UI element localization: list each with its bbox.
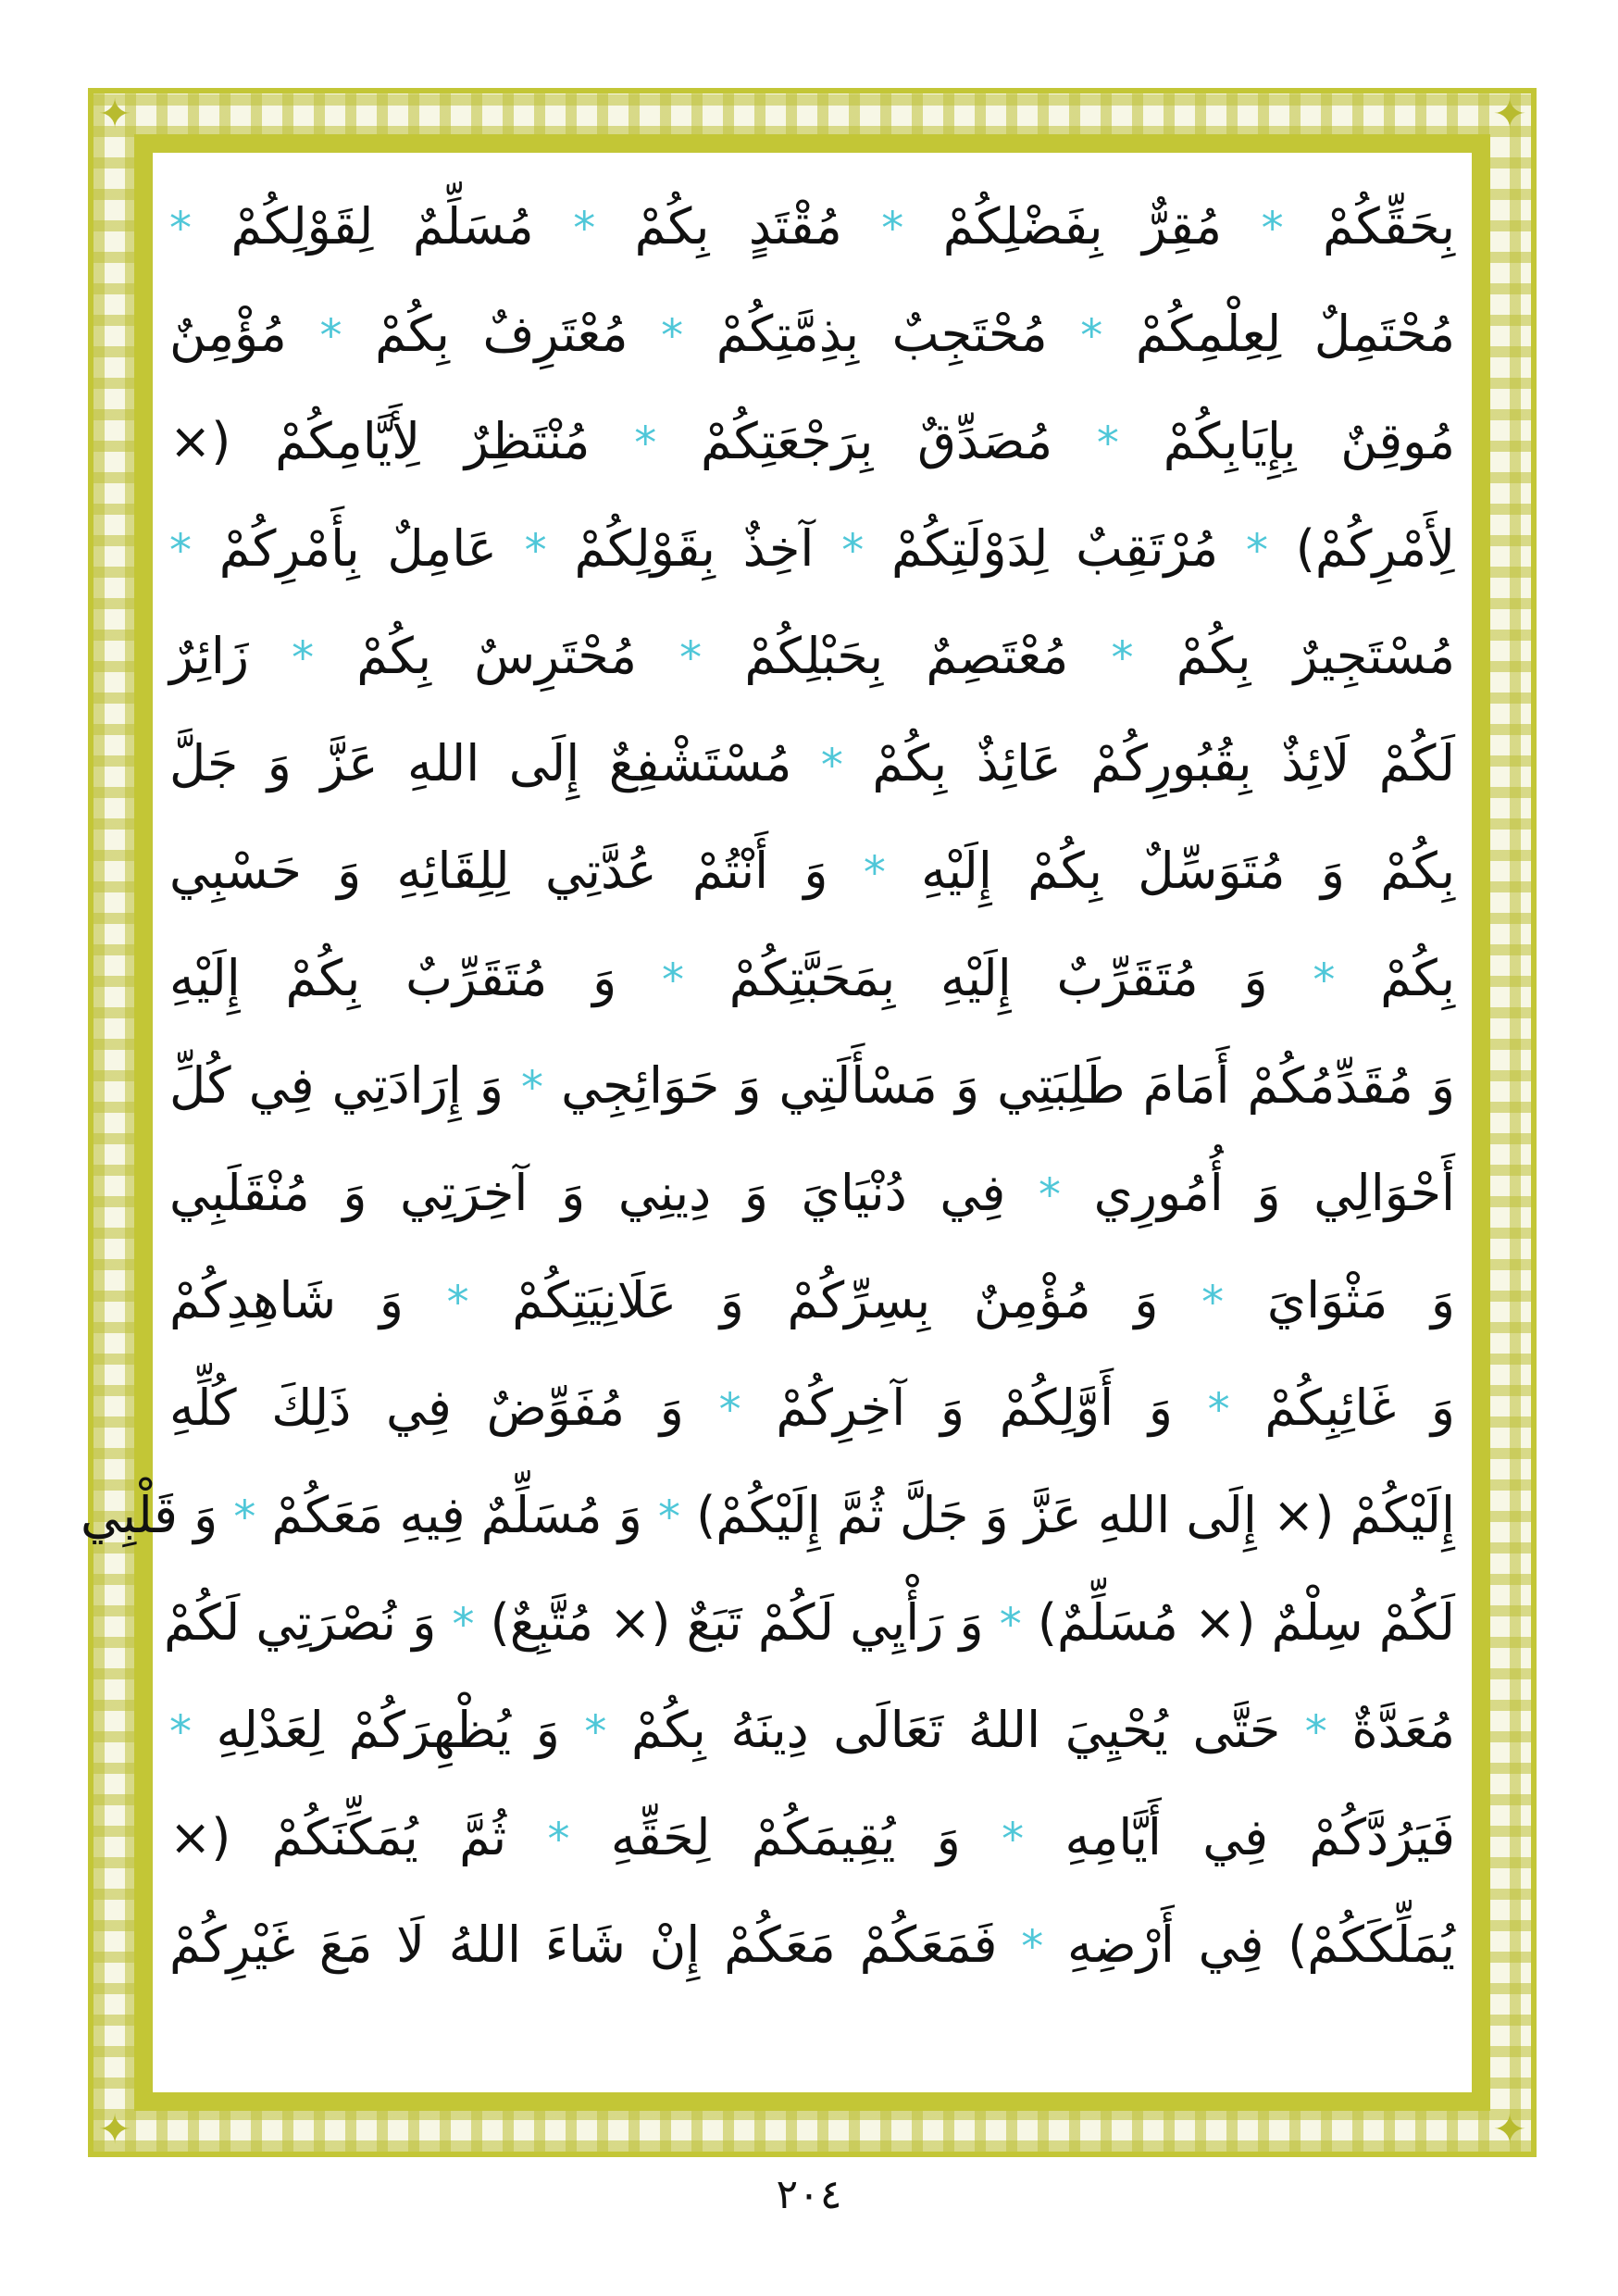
separator-asterisk-icon: *: [1080, 310, 1103, 362]
text-panel: [80, 153, 1472, 2092]
separator-asterisk-icon: *: [1021, 1921, 1044, 1973]
separator-asterisk-icon: *: [1313, 955, 1336, 1006]
separator-asterisk-icon: *: [661, 955, 684, 1006]
corner-ornament-icon: ✦: [1492, 91, 1527, 138]
text-line: إِلَيْكُمْ (× إِلَى اللهِ عَزَّ وَ جَلَّ ثُمَّ إِلَيْكُمْ) * وَ مُسَلِّمٌ فِيهِ مَعَكُمْ * وَ قَلْبِي: [80, 1486, 1455, 1544]
corner-ornament-icon: ✦: [97, 2106, 132, 2153]
text-line: لَكُمْ سِلْمٌ (× مُسَلِّمٌ) * وَ رَأْيِي لَكُمْ تَبَعٌ (× مُتَّبِعٌ) * وَ نُصْرَتِي لَكُمْ: [164, 1593, 1455, 1652]
separator-asterisk-icon: *: [718, 1384, 741, 1436]
separator-asterisk-icon: *: [841, 525, 865, 577]
separator-asterisk-icon: *: [863, 847, 886, 899]
separator-asterisk-icon: *: [1207, 1384, 1230, 1436]
text-line: مُوقِنٌ بِإِيَابِكُمْ * مُصَدِّقٌ بِرَجْعَتِكُمْ * مُنْتَظِرٌ لِأَيَّامِكُمْ (×: [169, 412, 1455, 470]
separator-asterisk-icon: *: [452, 1599, 475, 1651]
separator-asterisk-icon: *: [1304, 1706, 1327, 1758]
text-line: بِحَقِّكُمْ * مُقِرٌّ بِفَضْلِكُمْ * مُقْتَدٍ بِكُمْ * مُسَلِّمٌ لِقَوْلِكُمْ *: [169, 197, 1455, 256]
text-line: مُحْتَمِلٌ لِعِلْمِكُمْ * مُحْتَجِبٌ بِذِمَّتِكُمْ * مُعْتَرِفٌ بِكُمْ * مُؤْمِنٌ: [169, 305, 1455, 363]
separator-asterisk-icon: *: [999, 1599, 1022, 1651]
separator-asterisk-icon: *: [524, 525, 547, 577]
separator-asterisk-icon: *: [881, 203, 904, 255]
text-line: بِكُمْ وَ مُتَوَسِّلٌ بِكُمْ إِلَيْهِ * وَ أَنْتُمْ عُدَّتِي لِلِقَائِهِ وَ حَسْبِي: [169, 842, 1455, 900]
text-line: أَحْوَالِي وَ أُمُورِي * فِي دُنْيَايَ وَ دِينِي وَ آخِرَتِي وَ مُنْقَلَبِي: [169, 1164, 1455, 1222]
separator-asterisk-icon: *: [679, 632, 703, 684]
separator-asterisk-icon: *: [547, 1814, 570, 1866]
separator-asterisk-icon: *: [658, 1491, 681, 1543]
separator-asterisk-icon: *: [319, 310, 342, 362]
text-line: فَيَرُدَّكُمْ فِي أَيَّامِهِ * وَ يُقِيمَكُمْ لِحَقِّهِ * ثُمَّ يُمَكِّنَكُمْ (×: [169, 1808, 1455, 1866]
text-line: لِأَمْرِكُمْ) * مُرْتَقِبٌ لِدَوْلَتِكُمْ * آخِذٌ بِقَوْلِكُمْ * عَامِلٌ بِأَمْرِكُمْ *: [169, 519, 1455, 578]
separator-asterisk-icon: *: [1245, 525, 1268, 577]
text-line: مُسْتَجِيرٌ بِكُمْ * مُعْتَصِمٌ بِحَبْلِكُمْ * مُحْتَرِسٌ بِكُمْ * زَائِرٌ: [169, 627, 1455, 685]
separator-asterisk-icon: *: [1096, 418, 1119, 469]
separator-asterisk-icon: *: [1201, 1277, 1225, 1329]
separator-asterisk-icon: *: [169, 525, 192, 577]
corner-ornament-icon: ✦: [97, 91, 132, 138]
separator-asterisk-icon: *: [292, 632, 315, 684]
separator-asterisk-icon: *: [1111, 632, 1134, 684]
separator-asterisk-icon: *: [169, 203, 192, 255]
page-number: ٢٠٤: [776, 2171, 842, 2218]
text-line: وَ مُقَدِّمُكُمْ أَمَامَ طَلِبَتِي وَ مَسْأَلَتِي وَ حَوَائِجِي * وَ إِرَادَتِي فِي كُلِّ: [169, 1056, 1455, 1115]
separator-asterisk-icon: *: [1038, 1169, 1061, 1221]
separator-asterisk-icon: *: [584, 1706, 607, 1758]
text-line: بِكُمْ * وَ مُتَقَرِّبٌ إِلَيْهِ بِمَحَبَّتِكُمْ * وَ مُتَقَرِّبٌ بِكُمْ إِلَيْهِ: [169, 949, 1455, 1007]
text-line: لَكُمْ لَائِذٌ بِقُبُورِكُمْ عَائِذٌ بِكُمْ * مُسْتَشْفِعٌ إِلَى اللهِ عَزَّ وَ جَلَّ: [169, 734, 1455, 792]
text-line: يُمَلِّكَكُمْ) فِي أَرْضِهِ * فَمَعَكُمْ مَعَكُمْ إِنْ شَاءَ اللهُ لَا مَعَ غَيْرِكُمْ: [169, 1915, 1455, 1974]
text-line: وَ مَثْوَايَ * وَ مُؤْمِنٌ بِسِرِّكُمْ وَ عَلَانِيَتِكُمْ * وَ شَاهِدِكُمْ: [169, 1271, 1455, 1329]
separator-asterisk-icon: *: [661, 310, 684, 362]
separator-asterisk-icon: *: [573, 203, 596, 255]
separator-asterisk-icon: *: [1261, 203, 1284, 255]
separator-asterisk-icon: *: [233, 1491, 256, 1543]
separator-asterisk-icon: *: [521, 1062, 544, 1114]
text-line: مُعَدَّةٌ * حَتَّى يُحْيِيَ اللهُ تَعَالَى دِينَهُ بِكُمْ * وَ يُظْهِرَكُمْ لِعَدْلِهِ *: [169, 1701, 1456, 1759]
separator-asterisk-icon: *: [169, 1706, 192, 1758]
separator-asterisk-icon: *: [1002, 1814, 1025, 1866]
corner-ornament-icon: ✦: [1492, 2106, 1527, 2153]
text-line: وَ غَائِبِكُمْ * وَ أَوَّلِكُمْ وَ آخِرِكُمْ * وَ مُفَوِّضٌ فِي ذَلِكَ كُلِّهِ: [169, 1379, 1455, 1437]
separator-asterisk-icon: *: [446, 1277, 469, 1329]
separator-asterisk-icon: *: [634, 418, 657, 469]
separator-asterisk-icon: *: [820, 740, 843, 792]
